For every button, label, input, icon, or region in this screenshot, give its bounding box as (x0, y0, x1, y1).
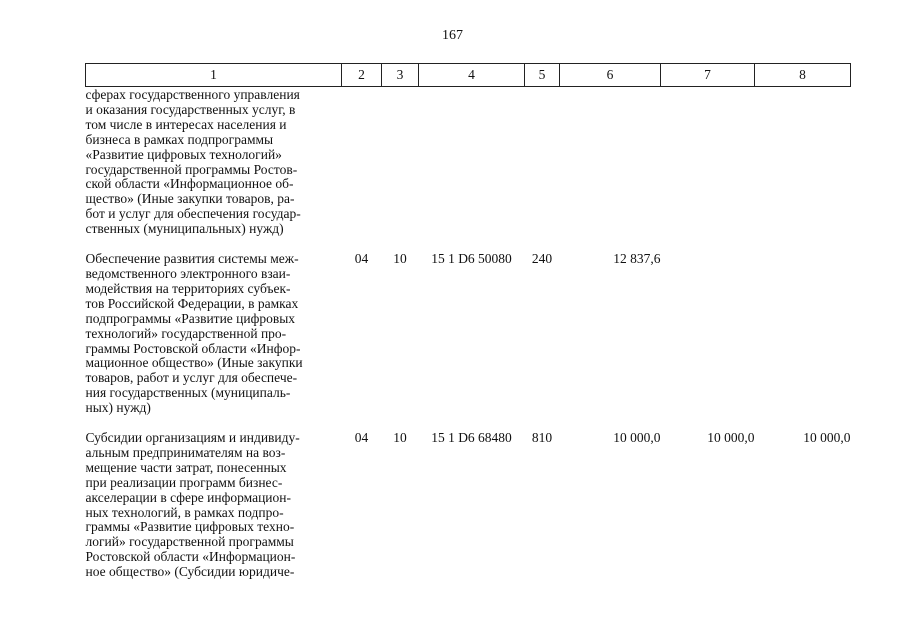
amount-year-3 (755, 87, 851, 240)
description-line: альным предпринимателям на воз- (85, 444, 286, 460)
description-line: «Развитие цифровых технологий» (85, 146, 282, 162)
amount-year-3 (755, 239, 851, 418)
header-col-1: 1 (86, 64, 342, 87)
description-line: государственной программы Ростов- (85, 161, 298, 177)
description-line: щество» (Иные закупки товаров, ра- (85, 191, 295, 207)
description-line: бот и услуг для обеспечения государ- (85, 206, 301, 222)
target-article-code: 15 1 D6 50080 (431, 251, 512, 267)
table-row (86, 239, 851, 418)
header-col-3: 3 (382, 64, 419, 87)
subsection-code: 10 (393, 430, 407, 446)
amount-year-2 (661, 239, 755, 418)
header-col-2: 2 (342, 64, 382, 87)
description-line: мещение части затрат, понесенных (85, 459, 287, 475)
header-col-5: 5 (525, 64, 560, 87)
header-col-7: 7 (661, 64, 755, 87)
subsection-code (382, 87, 419, 240)
description-line: ведомственного электронного взаи- (85, 265, 291, 281)
expense-type-code: 240 (531, 251, 553, 267)
row-description (86, 239, 342, 418)
row-description (86, 418, 342, 582)
table-header-row (86, 64, 851, 87)
description-line: мационное общество» (Иные закупки (85, 355, 303, 371)
header-col-6: 6 (560, 64, 661, 87)
description-line: ное общество» (Субсидии юридиче- (85, 564, 295, 580)
amount-year-2: 10 000,0 (707, 430, 755, 446)
description-line: технологий» государственной про- (85, 325, 287, 341)
section-code: 04 (354, 251, 369, 267)
description-line: ных технологий, в рамках подпро- (85, 504, 284, 520)
section-code: 04 (354, 430, 369, 446)
amount-year-3: 10 000,0 (803, 430, 851, 446)
expense-type-code (525, 87, 560, 240)
description-line: Субсидии организациям и индивиду- (85, 430, 300, 446)
budget-table (85, 63, 851, 582)
table-row (86, 418, 851, 582)
page-number: 167 (442, 28, 463, 43)
target-article-code (419, 87, 525, 240)
subsection-code: 10 (393, 251, 407, 267)
description-line: том числе в интересах населения и (85, 116, 287, 132)
description-line: ния государственных (муниципаль- (85, 385, 291, 401)
amount-year-1: 10 000,0 (613, 430, 661, 446)
description-line: бизнеса в рамках подпрограммы (85, 131, 274, 147)
description-line: Ростовской области «Информацион- (85, 549, 296, 565)
amount-year-1: 12 837,6 (613, 251, 661, 267)
description-line: сферах государственного управления (85, 87, 300, 102)
amount-year-1 (560, 87, 661, 240)
target-article-code: 15 1 D6 68480 (431, 430, 512, 446)
section-code (342, 87, 382, 240)
description-line: ных) нужд) (85, 400, 151, 416)
header-col-8: 8 (755, 64, 851, 87)
description-line: и оказания государственных услуг, в (85, 101, 296, 117)
expense-type-code: 810 (531, 430, 553, 446)
description-line: товаров, работ и услуг для обеспече- (85, 370, 298, 386)
description-line: акселерации в сфере информацион- (85, 489, 291, 505)
description-line: при реализации программ бизнес- (85, 474, 283, 490)
description-line: Обеспечение развития системы меж- (85, 251, 299, 267)
description-line: логий» государственной программы (85, 534, 294, 550)
description-line: ской области «Информационное об- (85, 176, 294, 192)
description-line: граммы Ростовской области «Инфор- (85, 340, 301, 356)
description-line: тов Российской Федерации, в рамках (85, 295, 299, 311)
row-description (86, 87, 342, 240)
description-line: граммы «Развитие цифровых техно- (85, 519, 295, 535)
header-col-4: 4 (419, 64, 525, 87)
amount-year-2 (661, 87, 755, 240)
description-line: подпрограммы «Развитие цифровых (85, 310, 296, 326)
table-row (86, 87, 851, 240)
description-line: ственных (муниципальных) нужд) (85, 221, 284, 237)
description-line: модействия на территориях субъек- (85, 280, 291, 296)
